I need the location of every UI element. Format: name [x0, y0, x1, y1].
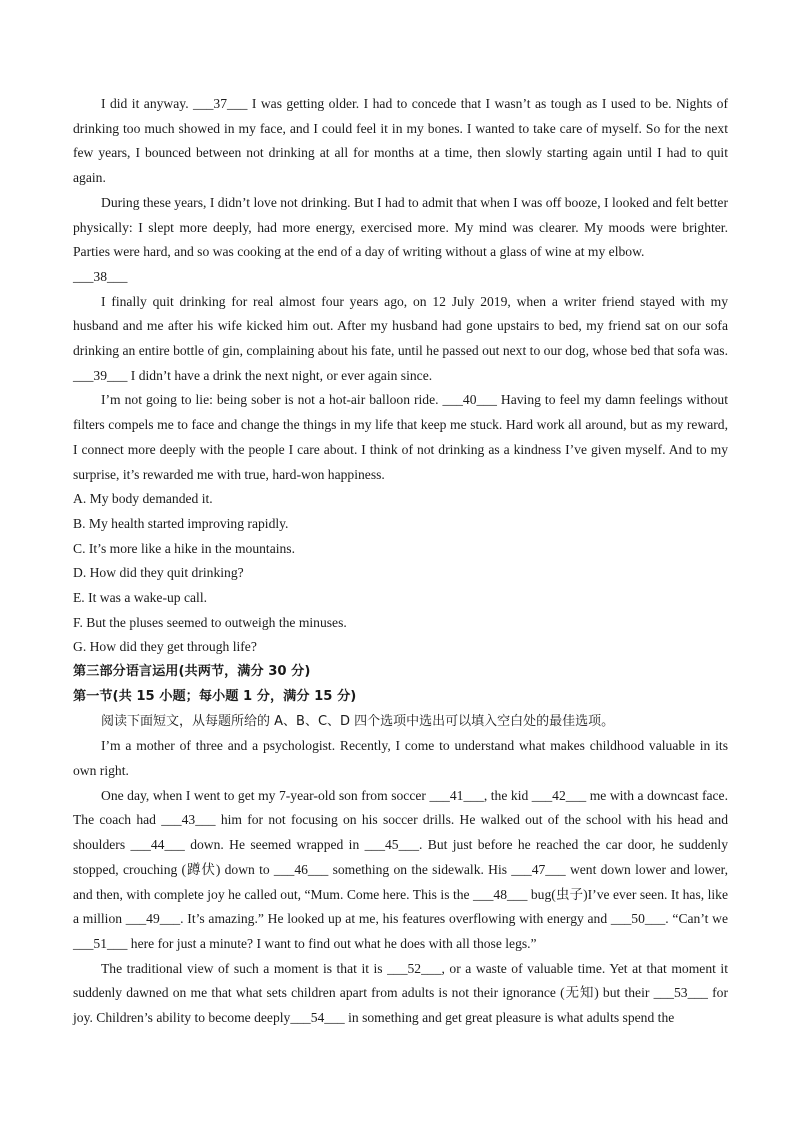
paragraph: I did it anyway. ___37___ I was getting older. I had to concede that I wasn’t as tough as I used to be. Nights of drinking too much showed in my face, and I could feel it in my bones. I wanted to take care of myself. So for the next few years, I bounced between not drinking at all for months at a time, then slowly starting again until I had to quit again. — [73, 96, 728, 186]
option-d: D. How did they quit drinking? — [73, 565, 244, 581]
option-e: E. It was a wake-up call. — [73, 590, 207, 606]
paragraph: I’m not going to lie: being sober is not a hot-air balloon ride. ___40___ Having to feel my damn feelings without filters compels me to face and change the things in my life that keep me stuck. Hard work all around, but as my reward, I connect more deeply with the people I care about. I think of not drinking as a kindness I’ve given myself. And to my surprise, it’s rewarded me with true, hard-won happiness. — [73, 392, 728, 482]
paragraph: During these years, I didn’t love not drinking. But I had to admit that when I was off booze, I looked and felt better physically: I slept more deeply, had more energy, exercised more. My mind was clearer. My moods were brighter. Parties were hard, and so was cooking at the end of a day of writing without a glass of wine at my elbow. — [73, 194, 728, 260]
paragraph: I’m a mother of three and a psychologist. Recently, I come to understand what makes childhood valuable in its own right. — [73, 738, 728, 778]
instruction: 阅读下面短文，从每题所给的 A、B、C、D 四个选项中选出可以填入空白处的最佳选项。 — [101, 713, 615, 729]
paragraph: I finally quit drinking for real almost four years ago, on 12 July 2019, when a writer friend stayed with my husband and me after his wife kicked him out. After my husband had gone upstairs to bed, my friend sat on our sofa drinking an entire bottle of gin, complaining about his fate, until he passed out next to our dog, whose bed that sofa was. ___39___ I didn’t have a drink the next night, or ever again since. — [73, 293, 728, 383]
part-title: 第三部分语言运用(共两节，满分 30 分) — [73, 664, 311, 680]
paragraph: One day, when I went to get my 7-year-old son from soccer ___41___, the kid ___42___ me with a downcast face. The coach had ___43___ him for not focusing on his soccer drills. He walked out of the school with his head and shoulders ___44___ down. He seemed wrapped in ___45___. But just before he reached the car door, he suddenly stopped, crouching (蹲伏) down to ___46___ something on the sidewalk. His ___47___ went down lower and lower, and then, with complete joy he called out, “Mum. Come here. This is the ___48___ bug(虫子)I’ve ever seen. It has, like a million ___49___. It’s amazing.” He looked up at me, his features overflowing with energy and ___50___. “Can’t we ___51___ here for just a minute? I want to find out what he does with all those legs.” — [73, 787, 728, 951]
option-f: F. But the pluses seemed to outweigh the minuses. — [73, 614, 347, 630]
option-g: G. How did they get through life? — [73, 639, 257, 655]
option-a: A. My body demanded it. — [73, 491, 213, 507]
option-b: B. My health started improving rapidly. — [73, 515, 289, 531]
blank-38: ___38___ — [73, 268, 128, 284]
document-page — [73, 92, 728, 1031]
section-title: 第一节(共 15 小题；每小题 1 分，满分 15 分) — [73, 688, 357, 704]
option-c: C. It’s more like a hike in the mountains. — [73, 540, 295, 556]
paragraph: The traditional view of such a moment is that it is ___52___, or a waste of valuable time. Yet at that moment it suddenly dawned on me that what sets children apart from adults is not their ignorance (无知) but their ___53___ for joy. Children’s ability to become deeply___54___ in something and get great pleasure is what adults spend the — [73, 960, 728, 1026]
